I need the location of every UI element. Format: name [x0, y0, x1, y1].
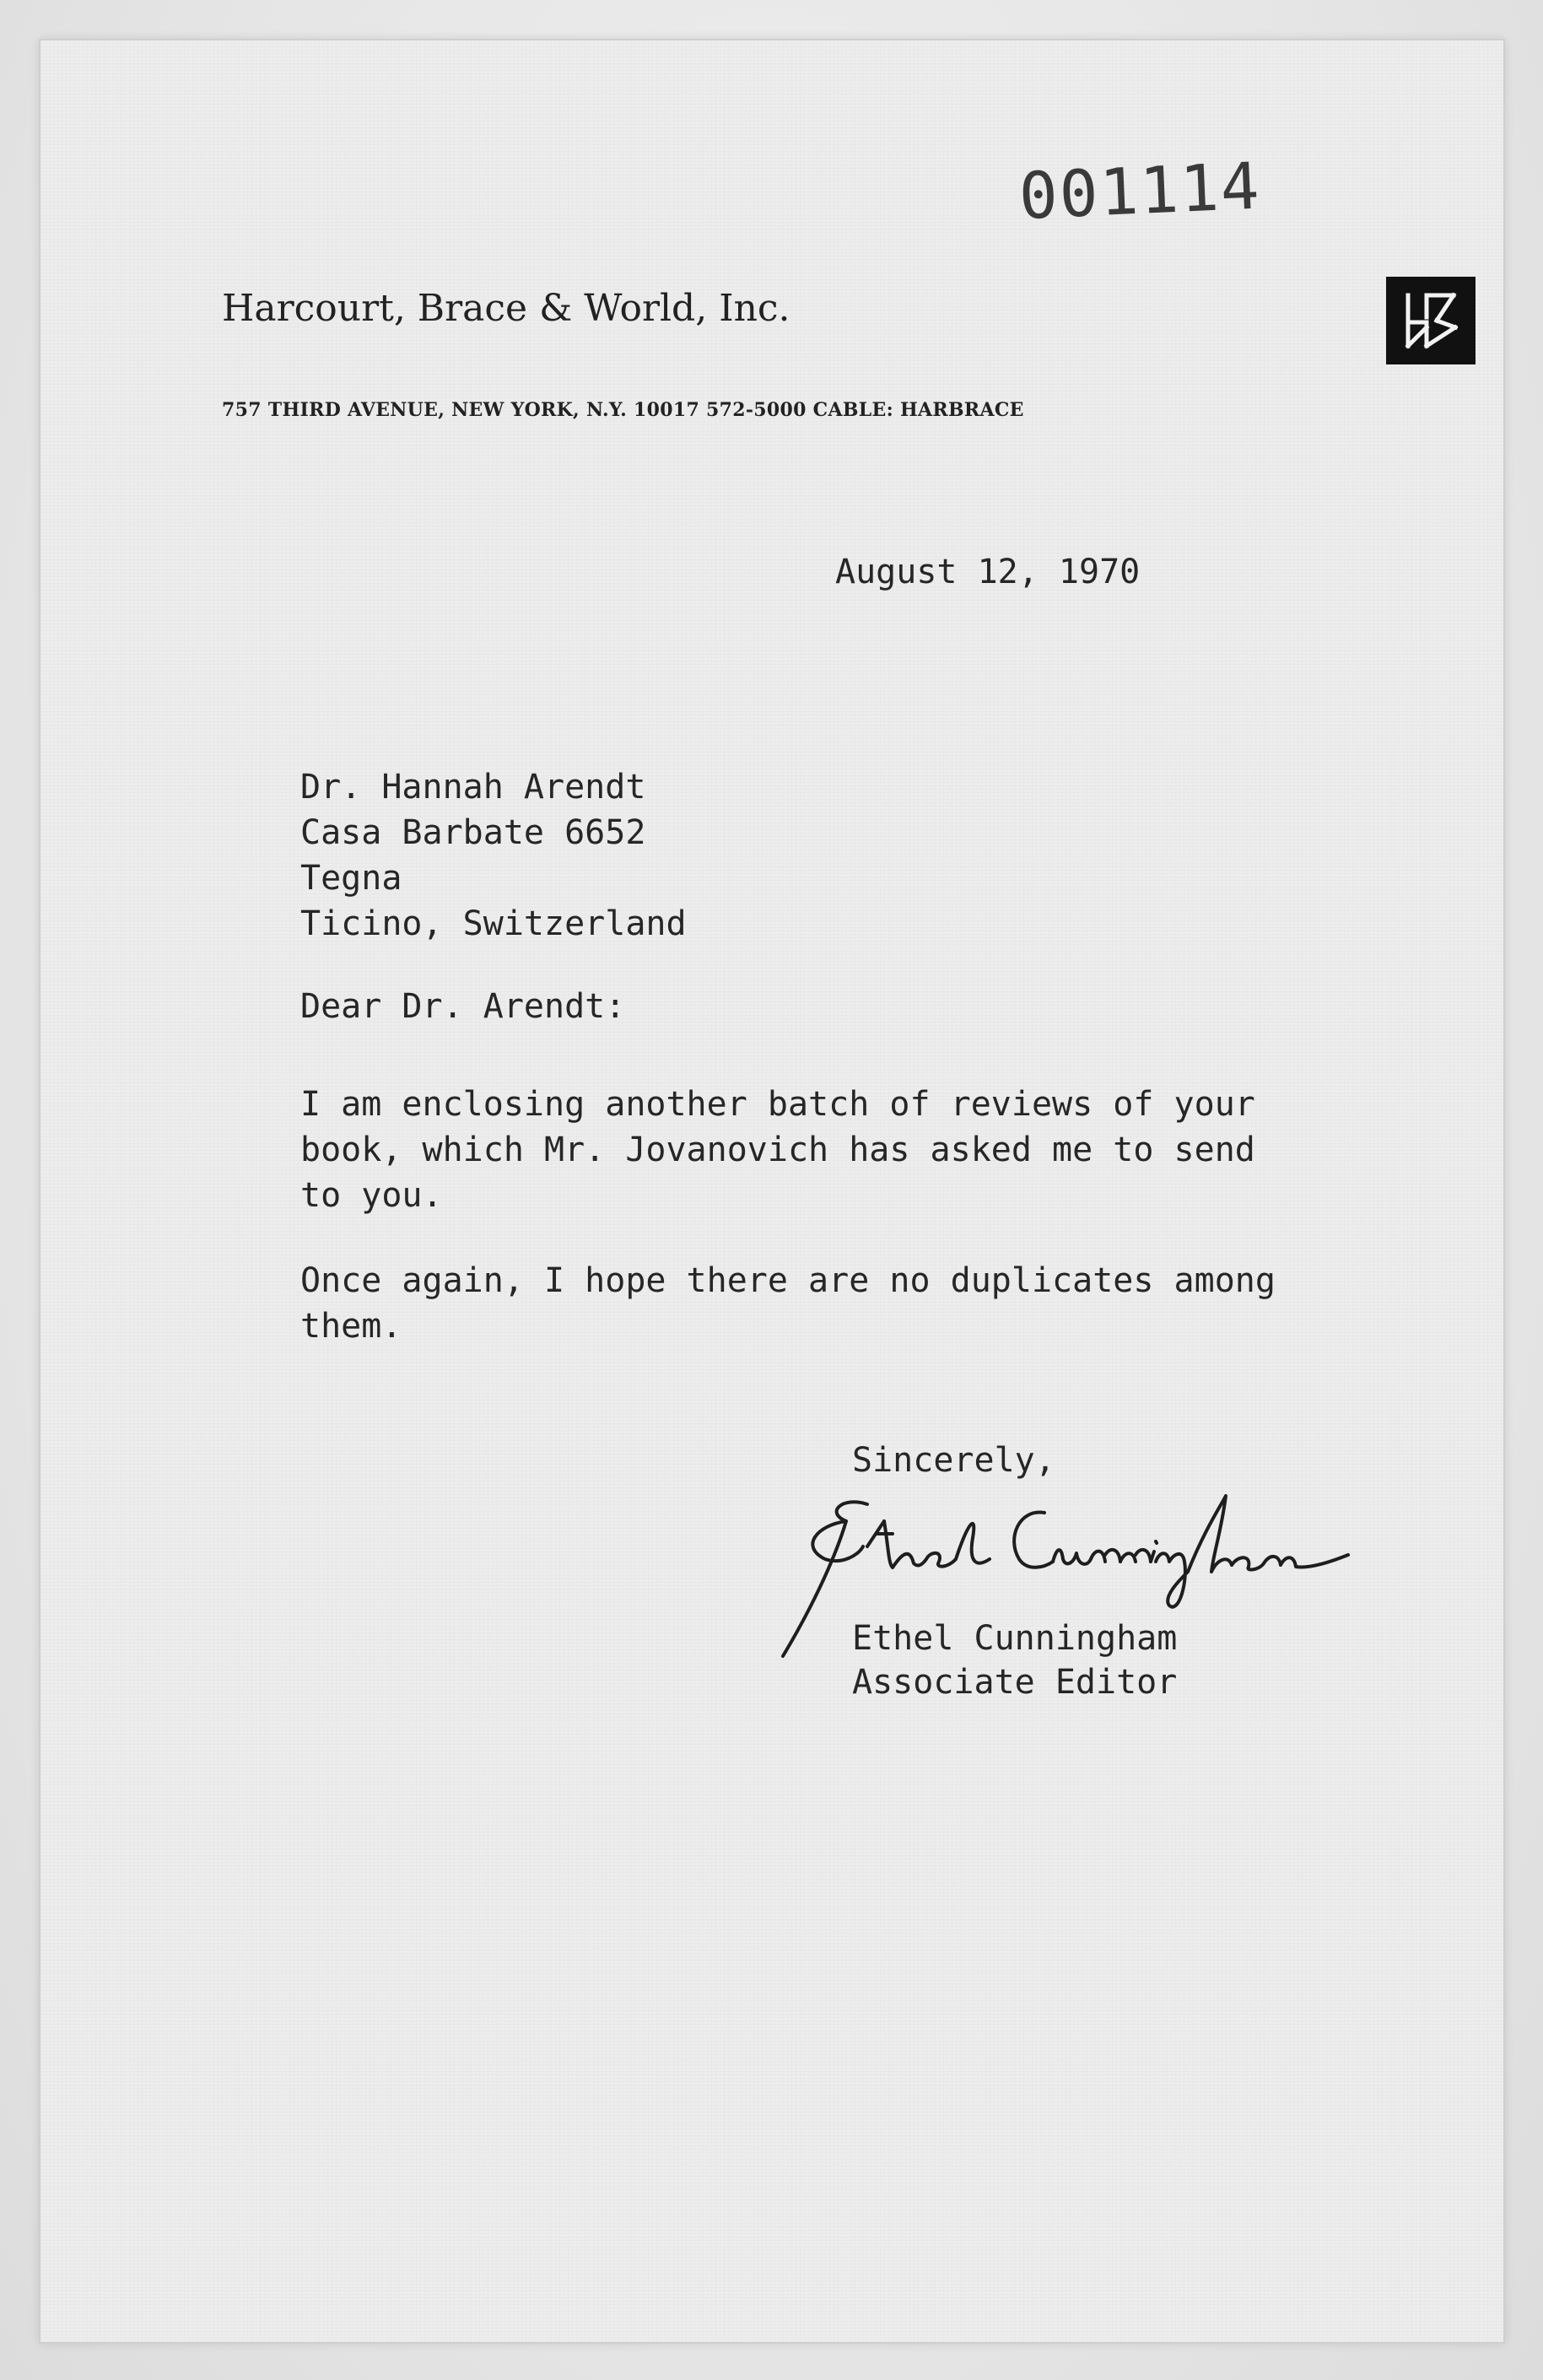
- recipient-address-line: Ticino, Switzerland: [300, 904, 687, 943]
- signer-block: [852, 1616, 1177, 1704]
- signer-name: Ethel Cunningham: [852, 1619, 1178, 1658]
- letter-date: August 12, 1970: [835, 553, 1141, 591]
- body-line: I am enclosing another batch of reviews of your: [300, 1085, 1255, 1124]
- body-paragraph-1: [300, 1082, 1255, 1218]
- recipient-address-line: Tegna: [300, 859, 402, 898]
- body-line: them.: [300, 1307, 402, 1346]
- signer-title: Associate Editor: [852, 1663, 1178, 1702]
- archive-stamp-number: 001114: [1017, 148, 1263, 234]
- letter-page: [40, 40, 1503, 2342]
- recipient-name: Dr. Hannah Arendt: [300, 768, 646, 807]
- body-line: book, which Mr. Jovanovich has asked me to send: [300, 1131, 1255, 1169]
- body-paragraph-2: [300, 1258, 1276, 1349]
- recipient-address-block: [300, 764, 687, 947]
- company-name: Harcourt, Brace & World, Inc.: [222, 287, 790, 330]
- body-line: Once again, I hope there are no duplicates among: [300, 1261, 1276, 1300]
- body-line: to you.: [300, 1176, 443, 1215]
- closing: Sincerely,: [852, 1441, 1055, 1480]
- company-address: 757 THIRD AVENUE, NEW YORK, N.Y. 10017 572-5000 CABLE: HARBRACE: [222, 399, 1024, 421]
- hbw-monogram-icon: [1386, 277, 1476, 364]
- recipient-address-line: Casa Barbate 6652: [300, 813, 646, 852]
- salutation: Dear Dr. Arendt:: [300, 987, 626, 1026]
